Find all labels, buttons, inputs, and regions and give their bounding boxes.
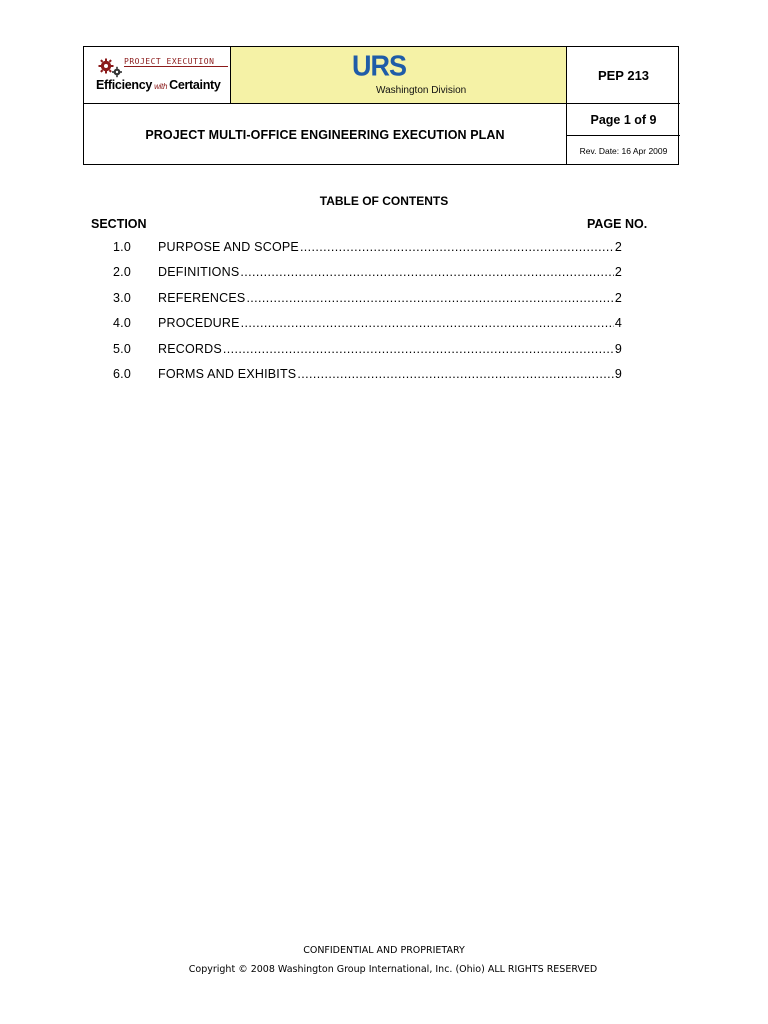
document-number: PEP 213	[566, 47, 680, 104]
document-title: PROJECT MULTI-OFFICE ENGINEERING EXECUTION PLAN	[145, 127, 505, 142]
toc-entry-forms-and-exhibits[interactable]	[0, 367, 768, 392]
toc-section-number: 4.0	[113, 316, 131, 331]
toc-entry-line	[158, 342, 622, 356]
toc-page-number: 4	[614, 316, 622, 331]
toc-section-label[interactable]: PROCEDURE	[158, 316, 240, 331]
toc-leader-dots	[240, 265, 613, 279]
page-column-header: PAGE NO.	[587, 217, 648, 231]
toc-entry-line	[158, 316, 622, 330]
toc-entry-procedure[interactable]	[0, 316, 768, 341]
toc-leader-dots	[297, 367, 614, 381]
logo-tagline: PROJECT EXECUTION	[124, 57, 215, 66]
toc-section-number: 6.0	[113, 366, 131, 381]
division-name: Washington Division	[376, 85, 467, 96]
toc-page-number: 2	[614, 240, 622, 254]
toc-leader-dots	[300, 240, 614, 254]
logo-text	[96, 78, 221, 92]
toc-entry-line	[158, 265, 622, 279]
project-execution-logo	[84, 47, 231, 104]
toc-title: TABLE OF CONTENTS	[319, 194, 449, 208]
toc-section-number: 2.0	[113, 265, 131, 280]
toc-section-label[interactable]: FORMS AND EXHIBITS	[158, 366, 297, 381]
logo-word-efficiency: Efficiency	[96, 78, 153, 92]
toc-section-label[interactable]: RECORDS	[158, 341, 222, 356]
logo-divider	[124, 66, 228, 67]
toc-section-label[interactable]: REFERENCES	[158, 290, 246, 305]
toc-section-number: 5.0	[113, 341, 131, 356]
toc-list	[0, 240, 768, 392]
toc-leader-dots	[241, 316, 614, 330]
toc-page-number: 2	[614, 265, 622, 280]
page-indicator: Page 1 of 9	[566, 104, 680, 136]
toc-entry-line	[158, 367, 622, 381]
urs-logo: URS	[352, 50, 407, 82]
toc-page-number: 9	[614, 341, 622, 356]
toc-page-number: 9	[614, 366, 622, 381]
revision-date: Rev. Date: 16 Apr 2009	[566, 136, 680, 165]
toc-entry-line	[158, 240, 622, 254]
toc-entry-definitions[interactable]	[0, 265, 768, 290]
toc-section-number: 1.0	[113, 240, 131, 254]
toc-page-number: 2	[614, 290, 622, 305]
toc-section-number: 3.0	[113, 290, 131, 305]
toc-leader-dots	[223, 342, 614, 356]
confidential-notice: CONFIDENTIAL AND PROPRIETARY	[303, 945, 465, 956]
toc-entry-line	[158, 291, 622, 305]
brand-banner	[231, 47, 566, 104]
logo-word-certainty: Certainty	[169, 78, 221, 92]
toc-leader-dots	[246, 291, 613, 305]
toc-section-label[interactable]: PURPOSE AND SCOPE	[158, 240, 299, 254]
corner-mark	[83, 46, 90, 60]
toc-section-label[interactable]: DEFINITIONS	[158, 265, 240, 280]
toc-entry-references[interactable]	[0, 291, 768, 316]
toc-entry-purpose-and-scope[interactable]	[0, 240, 768, 265]
toc-entry-records[interactable]	[0, 342, 768, 367]
copyright-notice: Copyright © 2008 Washington Group International, Inc. (Ohio) ALL RIGHTS RESERVED	[188, 964, 598, 975]
logo-word-with: with	[154, 82, 168, 91]
document-header	[83, 46, 679, 165]
section-column-header: SECTION	[91, 217, 147, 231]
